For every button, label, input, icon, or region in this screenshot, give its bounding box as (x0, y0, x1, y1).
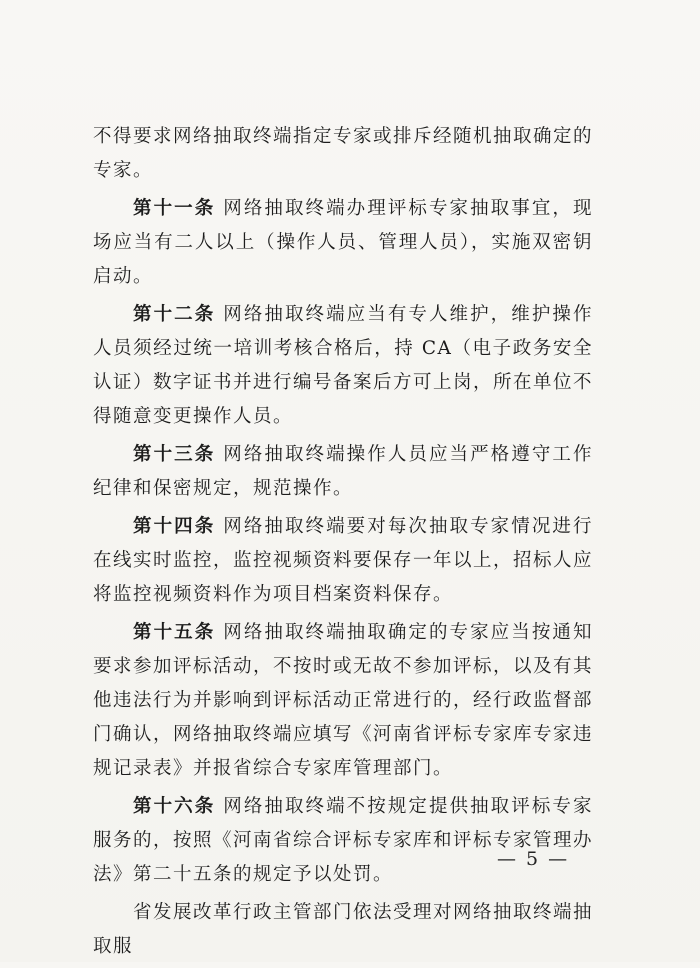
article-number: 第十六条 (133, 796, 216, 817)
paragraph-text: 网络抽取终端不按规定提供抽取评标专家服务的，按照《河南省综合评标专家库和评标专家管理办法》第二十五条的规定予以处罚。 (93, 796, 594, 885)
document-body (93, 120, 593, 968)
paragraph-continuation (93, 120, 593, 188)
paragraph-text: 网络抽取终端应当有专人维护，维护操作人员须经过统一培训考核合格后，持 CA（电子政务安全认证）数字证书并进行编号备案后方可上岗，所在单位不得随意变更操作人员。 (93, 304, 594, 427)
article-number: 第十四条 (133, 516, 216, 537)
paragraph-final (93, 896, 593, 964)
paragraph-text: 网络抽取终端办理评标专家抽取事宜，现场应当有二人以上（操作人员、管理人员），实施双密钥启动。 (93, 198, 593, 287)
article-number: 第十三条 (133, 444, 216, 465)
article-number: 第十一条 (133, 198, 216, 219)
paragraph-text: 网络抽取终端抽取确定的专家应当按通知要求参加评标活动，不按时或无故不参加评标，以及有其他违法行为并影响到评标活动正常进行的，经行政监督部门确认，网络抽取终端应填写《河南省评标专家库专家违规记录表》并报省综合专家库管理部门。 (93, 622, 594, 779)
article-number: 第十五条 (133, 622, 216, 643)
paragraph-text: 不得要求网络抽取终端指定专家或排斥经随机抽取确定的专家。 (93, 126, 594, 181)
article-12 (93, 298, 593, 434)
article-16 (93, 790, 593, 892)
article-13 (93, 438, 593, 506)
article-14 (93, 510, 593, 612)
paragraph-text: 网络抽取终端要对每次抽取专家情况进行在线实时监控，监控视频资料要保存一年以上，招标人应将监控视频资料作为项目档案资料保存。 (93, 516, 594, 605)
article-number: 第十二条 (133, 304, 216, 325)
article-15 (93, 616, 593, 786)
article-11 (93, 192, 593, 294)
paragraph-text: 省发展改革行政主管部门依法受理对网络抽取终端抽取服 (93, 902, 594, 957)
paragraph-text: 网络抽取终端操作人员应当严格遵守工作纪律和保密规定，规范操作。 (93, 444, 593, 499)
page-number: — 5 — (497, 848, 570, 870)
